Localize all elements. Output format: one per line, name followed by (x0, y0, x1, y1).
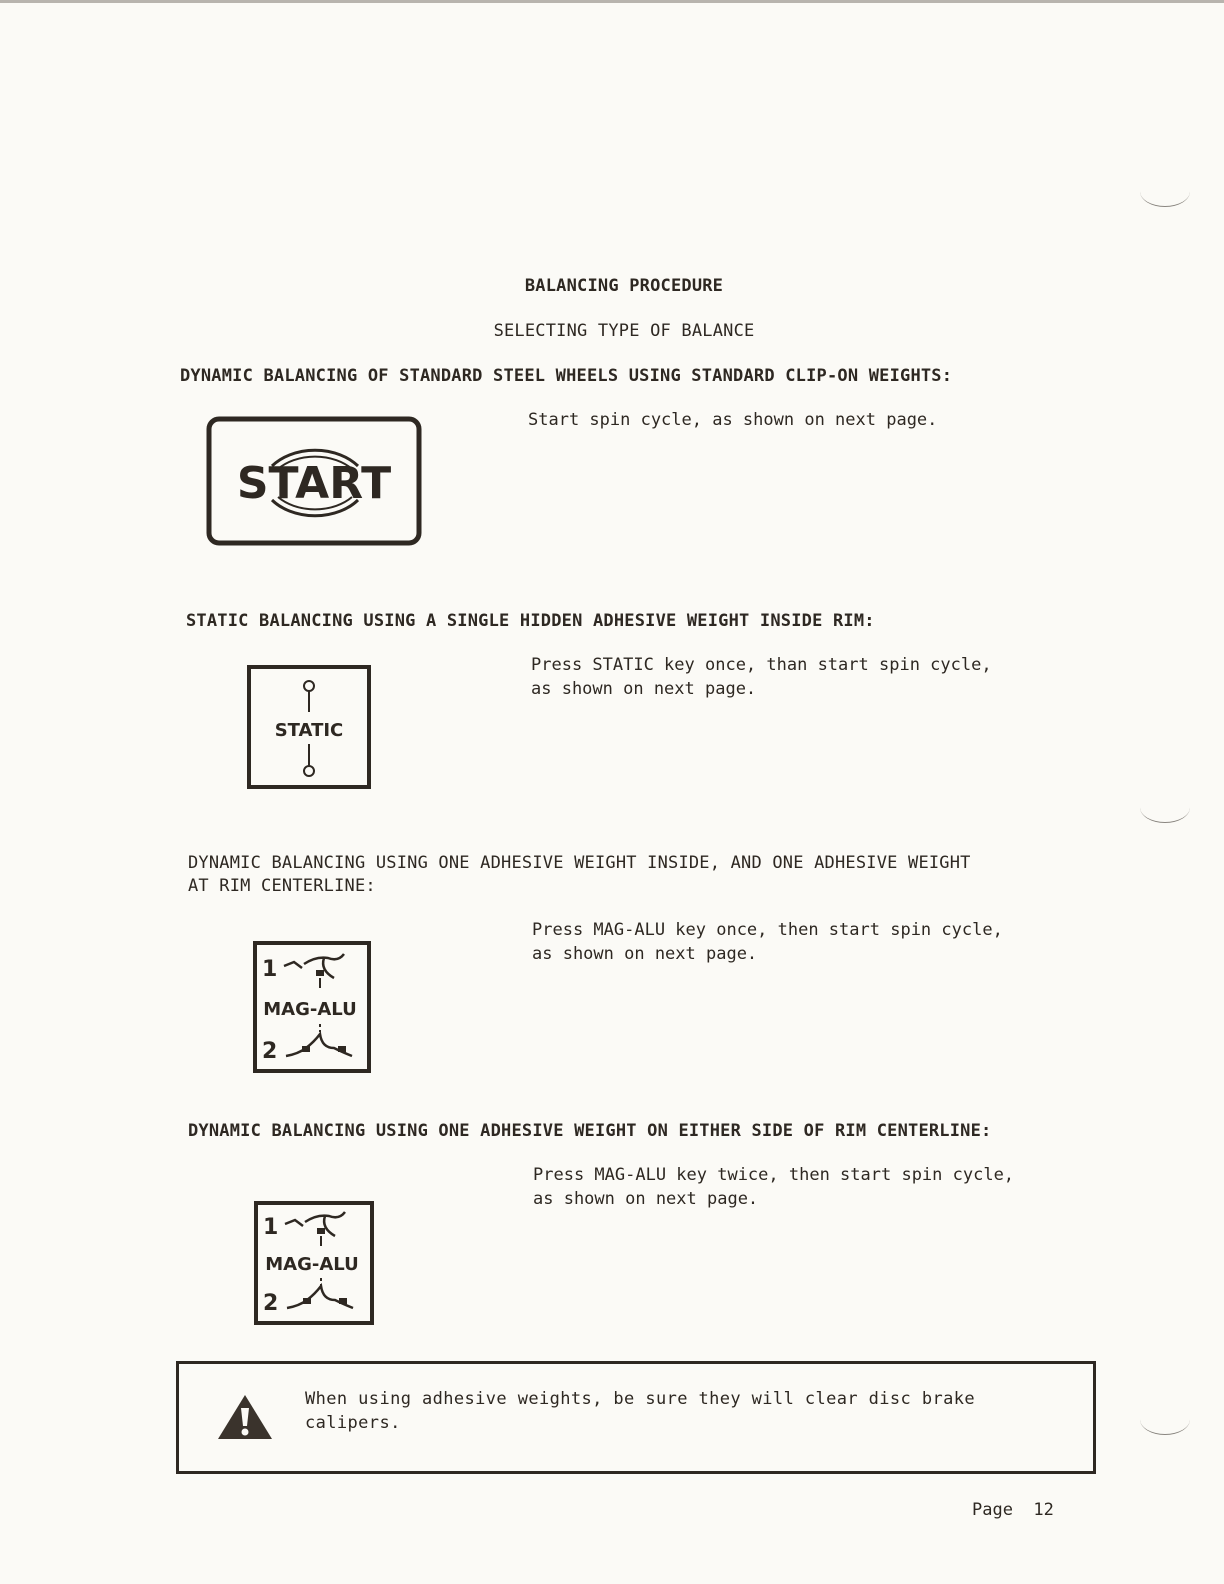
page-number: Page 12 (972, 1500, 1054, 1520)
section-heading: STATIC BALANCING USING A SINGLE HIDDEN ADHESIVE WEIGHT INSIDE RIM: (186, 611, 875, 631)
warning-callout (176, 1361, 1096, 1474)
scan-edge (0, 0, 1224, 3)
section-instruction: Start spin cycle, as shown on next page. (528, 410, 938, 430)
page-title: BALANCING PROCEDURE (524, 276, 724, 296)
mag-alu-key-icon (253, 1200, 375, 1326)
static-key-label: STATIC (274, 720, 344, 741)
warning-text: When using adhesive weights, be sure they will clear disc brake calipers. (305, 1389, 975, 1433)
page-subtitle: SELECTING TYPE OF BALANCE (493, 321, 755, 341)
punch-hole-mark (1140, 1404, 1190, 1435)
section-heading: DYNAMIC BALANCING OF STANDARD STEEL WHEELS USING STANDARD CLIP-ON WEIGHTS: (180, 366, 953, 386)
section-instruction: Press MAG-ALU key once, then start spin cycle, as shown on next page. (532, 920, 1003, 964)
punch-hole-mark (1140, 176, 1190, 207)
section-instruction: Press STATIC key once, than start spin cycle, as shown on next page. (531, 655, 992, 699)
mag-alu-num2: 2 (262, 1039, 278, 1064)
start-key-icon (206, 416, 422, 546)
mag-alu-num1: 1 (262, 957, 278, 982)
mag-alu-key-label: MAG-ALU (265, 1254, 359, 1275)
punch-hole-mark (1140, 792, 1190, 823)
mag-alu-key-label: MAG-ALU (263, 999, 357, 1020)
mag-alu-num1: 1 (263, 1215, 279, 1240)
start-key-label: START (236, 458, 392, 509)
mag-alu-num2: 2 (263, 1291, 279, 1316)
section-heading-line1: DYNAMIC BALANCING USING ONE ADHESIVE WEIGHT INSIDE, AND ONE ADHESIVE WEIGHT (188, 853, 971, 873)
warning-triangle-icon (215, 1392, 275, 1442)
section-heading-line2: AT RIM CENTERLINE: (188, 876, 376, 896)
static-key-icon (246, 664, 372, 790)
mag-alu-key-icon (252, 940, 372, 1074)
section-instruction: Press MAG-ALU key twice, then start spin cycle, as shown on next page. (533, 1165, 1015, 1209)
section-heading: DYNAMIC BALANCING USING ONE ADHESIVE WEIGHT ON EITHER SIDE OF RIM CENTERLINE: (188, 1121, 992, 1141)
